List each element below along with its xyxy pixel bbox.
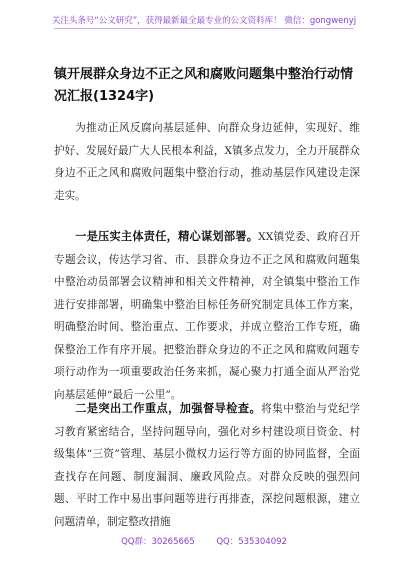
footer-qq: QQ：535304092 [216, 537, 287, 547]
intro-paragraph: 为推动正风反腐向基层延伸、向群众身边延伸，实现好、维护好、发展好最广大人民根本利益，X镇多点发力，全力开展群众身边不正之风和腐败问题集中整治行动，推动基层作风建设走深走实。 [54, 122, 360, 202]
section-1-paragraph [54, 226, 360, 406]
section-2-paragraph [54, 398, 360, 533]
section-1-lead: 一是压实主体责任，精心谋划部署。 [75, 230, 259, 243]
footer-qq-group: QQ群：30265665 [121, 537, 195, 547]
section-2-lead: 二是突出工作重点，加强督导检查。 [75, 402, 262, 415]
section-2-text: 将集中整治与党纪学习教育紧密结合，坚持问题导向，强化对乡村建设项目资金、村级集体“三资”管理、基层小微权力运行等方面的协同监督，全面查找存在问题、制度漏洞、廉政风险点。对群众反映的强烈问题、平时工作中易出事问题等进行再排查，深挖问题根源，建立问题清单，制定整改措施 [54, 403, 360, 528]
document-title: 镇开展群众身边不正之风和腐败问题集中整治行动情况汇报(1324字) [54, 67, 354, 104]
header-divider [54, 28, 354, 29]
section-1-text: XX镇党委、政府召开专题会议，传达学习省、市、县群众身边不正之风和腐败问题集中整治动员部署会议精神和相关文件精神，对全镇集中整治工作进行安排部署，明确集中整治目标任务研究制定具体工作方案，明确整治时间、整治重点、工作要求，并成立整治工作专班，确保整治工作有序开展。把整治群众身边的不正之风和腐败问题专项行动作为一项重要政治任务来抓，凝心聚力打通全面从严治党向基层延伸“最后一公里”。 [54, 231, 360, 401]
footer-contact [0, 535, 408, 547]
header-banner: 关注头条号“公文研究”，获得最新最全最专业的公文资料库！ 微信：gongwenyj [51, 16, 357, 26]
